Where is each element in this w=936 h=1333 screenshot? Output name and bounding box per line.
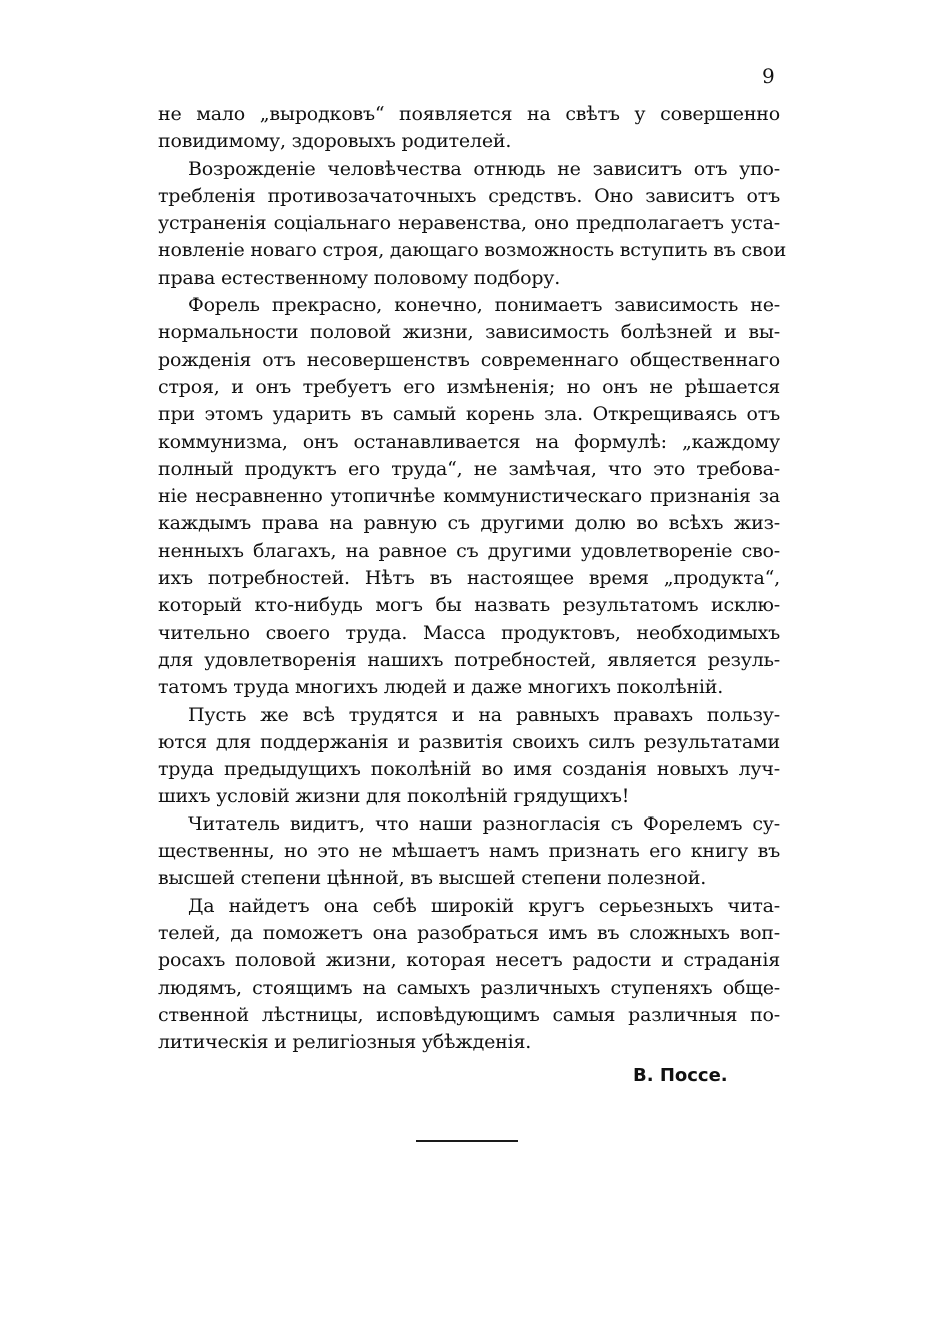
text-line: рожденія отъ несовершенствъ современнаго общественнаго [158,348,780,371]
text-line: ственной лѣстницы, исповѣдующимъ самыя различныя по- [158,1003,780,1026]
body-text [158,101,787,1056]
text-line: при этомъ ударить въ самый корень зла. Открещиваясь отъ [158,403,780,426]
text-line: для удовлетворенія нашихъ потребностей, является резуль- [158,648,780,671]
text-line: татомъ труда многихъ людей и даже многихъ поколѣній. [158,676,724,699]
text-line: который кто-нибудь могъ бы назвать результатомъ исклю- [158,594,780,617]
section-divider [416,1140,518,1142]
text-line: не мало „выродковъ“ появляется на свѣтъ у совершенно [158,103,780,125]
text-line: повидимому, здоровыхъ родителей. [158,130,512,153]
text-line: нормальности половой жизни, зависимость болѣзней и вы- [158,321,780,344]
text-line: шихъ условій жизни для поколѣній грядущихъ! [158,785,630,808]
text-line: требленія противозачаточныхъ средствъ. Оно зависитъ отъ [158,184,780,207]
text-line: ненныхъ благахъ, на равное съ другими удовлетвореніе сво- [158,539,780,562]
text-line: Возрожденіе человѣчества отнюдь не зависитъ отъ упо- [188,157,780,180]
text-line: Пусть же всѣ трудятся и на равныхъ правахъ пользу- [188,703,780,726]
text-line: ихъ потребностей. Нѣтъ въ настоящее время „продукта“, [158,567,780,590]
text-line: ются для поддержанія и развитія своихъ силъ результатами [158,730,780,753]
text-line: новленіе новаго строя, дающаго возможность вступить въ свои [158,239,787,262]
text-line: каждымъ права на равную съ другими долю во всѣхъ жиз- [158,512,780,535]
text-line: высшей степени цѣнной, въ высшей степени полезной. [158,867,707,890]
text-line: росахъ половой жизни, которая несетъ радости и страданія [158,949,780,972]
author-signature: В. Поссе. [633,1065,728,1086]
text-line: литическія и религіозныя убѣжденія. [158,1031,532,1054]
page-number: 9 [762,64,775,88]
text-line: устраненія соціальнаго неравенства, оно предполагаетъ уста- [158,212,780,235]
text-line: коммунизма, онъ останавливается на формулѣ: „каждому [158,430,780,453]
text-line: чительно своего труда. Масса продуктовъ, необходимыхъ [158,621,780,644]
text-line: щественны, но это не мѣшаетъ намъ признать его книгу въ [158,840,780,863]
text-line: права естественному половому подбору. [158,266,561,289]
text-line: труда предыдущихъ поколѣній во имя созданія новыхъ луч- [158,758,780,781]
text-line: ніе несравненно утопичнѣе коммунистическаго признанія за [158,485,780,508]
text-line: полный продуктъ его труда“, не замѣчая, что это требова- [158,457,780,480]
text-line: Читатель видитъ, что наши разногласія съ Форелемъ су- [188,812,780,835]
text-line: строя, и онъ требуетъ его измѣненія; но онъ не рѣшается [158,375,780,398]
text-line: Да найдетъ она себѣ широкій кругъ серьезныхъ чита- [188,894,780,917]
text-line: телей, да поможетъ она разобраться имъ въ сложныхъ воп- [158,921,780,944]
text-line: Форель прекрасно, конечно, понимаетъ зависимость не- [188,294,780,317]
text-line: людямъ, стоящимъ на самыхъ различныхъ ступеняхъ обще- [158,976,780,999]
